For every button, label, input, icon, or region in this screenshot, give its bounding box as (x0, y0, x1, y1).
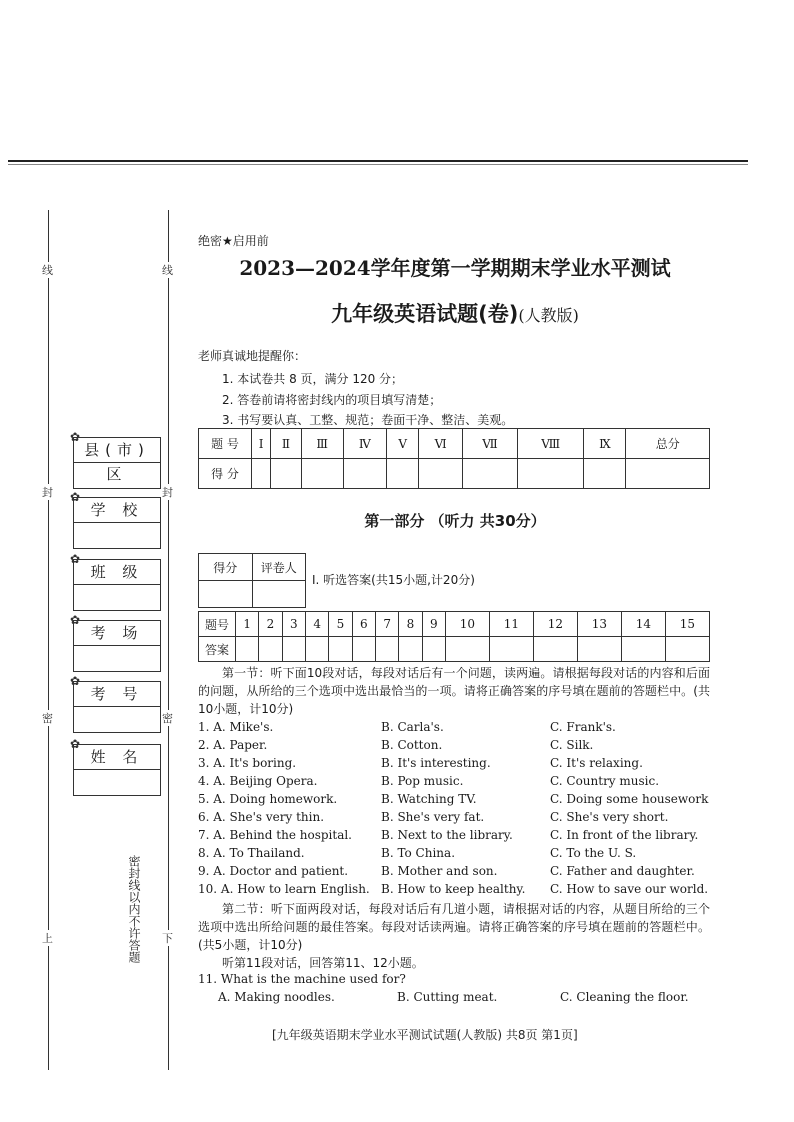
answer-num: 8 (399, 612, 422, 637)
reminder-lead: 老师真诚地提醒你： (198, 349, 307, 363)
grader-score-header: 得分 (199, 554, 253, 581)
answer-cell[interactable] (399, 637, 422, 662)
no-answer-warning: 密封线以内不许答题 (127, 855, 141, 963)
option-a: 10. A. How to learn English. (198, 882, 370, 896)
answer-cell[interactable] (665, 637, 709, 662)
answer-num: 4 (305, 612, 328, 637)
fold-mark-secret: 密 (42, 712, 53, 725)
answer-num: 7 (375, 612, 398, 637)
score-table (198, 428, 710, 489)
question-row (198, 882, 710, 900)
question-row (198, 756, 710, 774)
option-b: B. Cutting meat. (397, 990, 498, 1004)
question-row (198, 720, 710, 738)
answer-num: 10 (445, 612, 489, 637)
fold-mark-seal: 封 (42, 486, 53, 499)
score-col: Ⅴ (387, 429, 419, 459)
answer-cell[interactable] (259, 637, 282, 662)
answer-cell[interactable] (533, 637, 577, 662)
score-cell[interactable] (626, 459, 710, 489)
grader-name-header: 评卷人 (252, 554, 306, 581)
option-b: B. To China. (381, 846, 456, 860)
answer-cell[interactable] (621, 637, 665, 662)
answer-cell[interactable] (489, 637, 533, 662)
score-col: Ⅰ (252, 429, 271, 459)
answer-cell[interactable] (282, 637, 305, 662)
field-name-label: 姓 名 (74, 745, 160, 770)
top-border-line (8, 160, 748, 162)
fold-mark-secret-right: 密 (162, 712, 173, 725)
option-c: C. Silk. (550, 738, 594, 752)
option-a: 6. A. She's very thin. (198, 810, 325, 824)
answer-cell[interactable] (577, 637, 621, 662)
question-row (198, 864, 710, 882)
grader-score-cell[interactable] (199, 581, 253, 608)
field-exam-room-label: 考 场 (74, 621, 160, 646)
option-a: 2. A. Paper. (198, 738, 268, 752)
answer-num: 5 (329, 612, 352, 637)
score-cell[interactable] (252, 459, 271, 489)
question-row (198, 810, 710, 828)
field-county-label: 县(市)区 (74, 438, 160, 463)
option-b: B. Next to the library. (381, 828, 513, 842)
fold-mark-line: 线 (42, 264, 53, 277)
answer-cell[interactable] (422, 637, 445, 662)
option-c: C. She's very short. (550, 810, 669, 824)
option-b: B. Pop music. (381, 774, 464, 788)
page-footer: [九年级英语期末学业水平测试试题(人教版) 共8页 第1页] (272, 1028, 578, 1042)
option-a: 4. A. Beijing Opera. (198, 774, 318, 788)
option-c: C. Father and daughter. (550, 864, 695, 878)
answer-cell[interactable] (329, 637, 352, 662)
score-col: Ⅸ (584, 429, 626, 459)
score-col: Ⅲ (301, 429, 343, 459)
option-c: C. It's relaxing. (550, 756, 643, 770)
dialogue-note: 听第11段对话，回答第11、12小题。 (222, 956, 424, 970)
option-a: 5. A. Doing homework. (198, 792, 338, 806)
answer-cell[interactable] (375, 637, 398, 662)
score-cell[interactable] (462, 459, 517, 489)
answer-num: 15 (665, 612, 709, 637)
answer-cell[interactable] (352, 637, 375, 662)
ribbon-icon: ✿ (70, 737, 81, 751)
question-row (198, 828, 710, 846)
answer-num: 9 (422, 612, 445, 637)
question-11-stem-row (198, 972, 710, 990)
score-cell[interactable] (419, 459, 463, 489)
answer-table (198, 611, 710, 662)
score-col-total: 总分 (626, 429, 710, 459)
ribbon-icon: ✿ (70, 613, 81, 627)
option-b: B. It's interesting. (381, 756, 491, 770)
field-school-label: 学 校 (74, 498, 160, 523)
answer-num: 12 (533, 612, 577, 637)
option-a: A. Making noodles. (218, 990, 335, 1004)
answer-num: 14 (621, 612, 665, 637)
field-county[interactable] (70, 430, 161, 489)
option-a: 9. A. Doctor and patient. (198, 864, 349, 878)
question-row (198, 792, 710, 810)
option-a: 3. A. It's boring. (198, 756, 297, 770)
score-col: Ⅱ (271, 429, 302, 459)
question-row (198, 774, 710, 792)
answer-num: 11 (489, 612, 533, 637)
field-exam-number[interactable] (70, 674, 161, 733)
section2-instructions: 第二节：听下面两段对话，每段对话后有几道小题，请根据对话的内容，从题目所给的三个选项中选出所给问题的最佳答案。每段对话读两遍。请将正确答案的序号填在题前的答题栏中。(共5小题，计10分) (198, 902, 710, 952)
question-11-stem: 11. What is the machine used for? (198, 972, 406, 986)
ribbon-icon: ✿ (70, 674, 81, 688)
score-cell[interactable] (301, 459, 343, 489)
section-one-title: Ⅰ. 听选答案(共15小题,计20分) (312, 573, 475, 587)
score-col: Ⅳ (343, 429, 386, 459)
fold-mark-line-right: 线 (162, 264, 173, 277)
answer-row2-label: 答案 (199, 637, 236, 662)
answer-num: 1 (236, 612, 259, 637)
subtitle-text: 九年级英语试题(卷) (331, 302, 519, 326)
score-col: Ⅵ (419, 429, 463, 459)
option-a: 7. A. Behind the hospital. (198, 828, 352, 842)
score-cell[interactable] (387, 459, 419, 489)
question-11-options (198, 990, 710, 1008)
exam-title: 2023—2024学年度第一学期期末学业水平测试 (239, 256, 671, 280)
score-cell[interactable] (518, 459, 584, 489)
option-b: B. How to keep healthy. (381, 882, 526, 896)
ribbon-icon: ✿ (70, 552, 81, 566)
score-row-label: 题 号 (199, 429, 252, 459)
grader-table (198, 553, 306, 608)
score-cell[interactable] (271, 459, 302, 489)
option-c: C. Frank's. (550, 720, 616, 734)
field-exam-room[interactable] (70, 613, 161, 672)
option-a: 8. A. To Thailand. (198, 846, 305, 860)
answer-num: 6 (352, 612, 375, 637)
question-row (198, 738, 710, 756)
score-col: Ⅷ (518, 429, 584, 459)
field-name[interactable] (70, 737, 161, 796)
option-c: C. To the U. S. (550, 846, 637, 860)
answer-cell[interactable] (236, 637, 259, 662)
ribbon-icon: ✿ (70, 490, 81, 504)
confidential-mark: 绝密★启用前 (198, 234, 269, 248)
option-c: C. Cleaning the floor. (560, 990, 689, 1004)
note-1: 1. 本试卷共 8 页，满分 120 分； (222, 372, 404, 386)
field-class[interactable] (70, 552, 161, 611)
answer-num: 13 (577, 612, 621, 637)
grader-name-cell[interactable] (252, 581, 306, 608)
question-row (198, 846, 710, 864)
edition-text: (人教版) (518, 306, 579, 325)
part-one-title: 第一部分 （听力 共30分） (364, 512, 546, 530)
fold-mark-seal-right: 封 (162, 486, 173, 499)
option-c: C. In front of the library. (550, 828, 699, 842)
exam-subtitle (200, 298, 710, 328)
option-b: B. Mother and son. (381, 864, 498, 878)
score-cell[interactable] (343, 459, 386, 489)
score-col: Ⅶ (462, 429, 517, 459)
field-exam-number-label: 考 号 (74, 682, 160, 707)
option-b: B. Watching TV. (381, 792, 477, 806)
field-class-label: 班 级 (74, 560, 160, 585)
ribbon-icon: ✿ (70, 430, 81, 444)
answer-cell[interactable] (445, 637, 489, 662)
field-school[interactable] (70, 490, 161, 549)
option-b: B. Cotton. (381, 738, 443, 752)
option-b: B. She's very fat. (381, 810, 485, 824)
answer-num: 2 (259, 612, 282, 637)
option-c: C. Country music. (550, 774, 660, 788)
section1-instructions: 第一节：听下面10段对话，每段对话后有一个问题，读两遍。请根据每段对话的内容和后面的问题，从所给的三个选项中选出最恰当的一项。请将正确答案的序号填在题前的答题栏中。(共10小题，计10分) (198, 666, 710, 716)
option-c: C. How to save our world. (550, 882, 709, 896)
score-row2-label: 得 分 (199, 459, 252, 489)
answer-row-label: 题号 (199, 612, 236, 637)
answer-num: 3 (282, 612, 305, 637)
fold-mark-down: 下 (162, 932, 173, 945)
fold-mark-up: 上 (42, 932, 53, 945)
note-2: 2. 答卷前请将密封线内的项目填写清楚； (222, 393, 442, 407)
option-c: C. Doing some housework (550, 792, 709, 806)
option-a: 1. A. Mike's. (198, 720, 274, 734)
top-border-line-thin (8, 164, 748, 165)
score-cell[interactable] (584, 459, 626, 489)
answer-cell[interactable] (305, 637, 328, 662)
option-b: B. Carla's. (381, 720, 444, 734)
note-3: 3. 书写要认真、工整、规范；卷面干净、整洁、美观。 (222, 413, 514, 427)
